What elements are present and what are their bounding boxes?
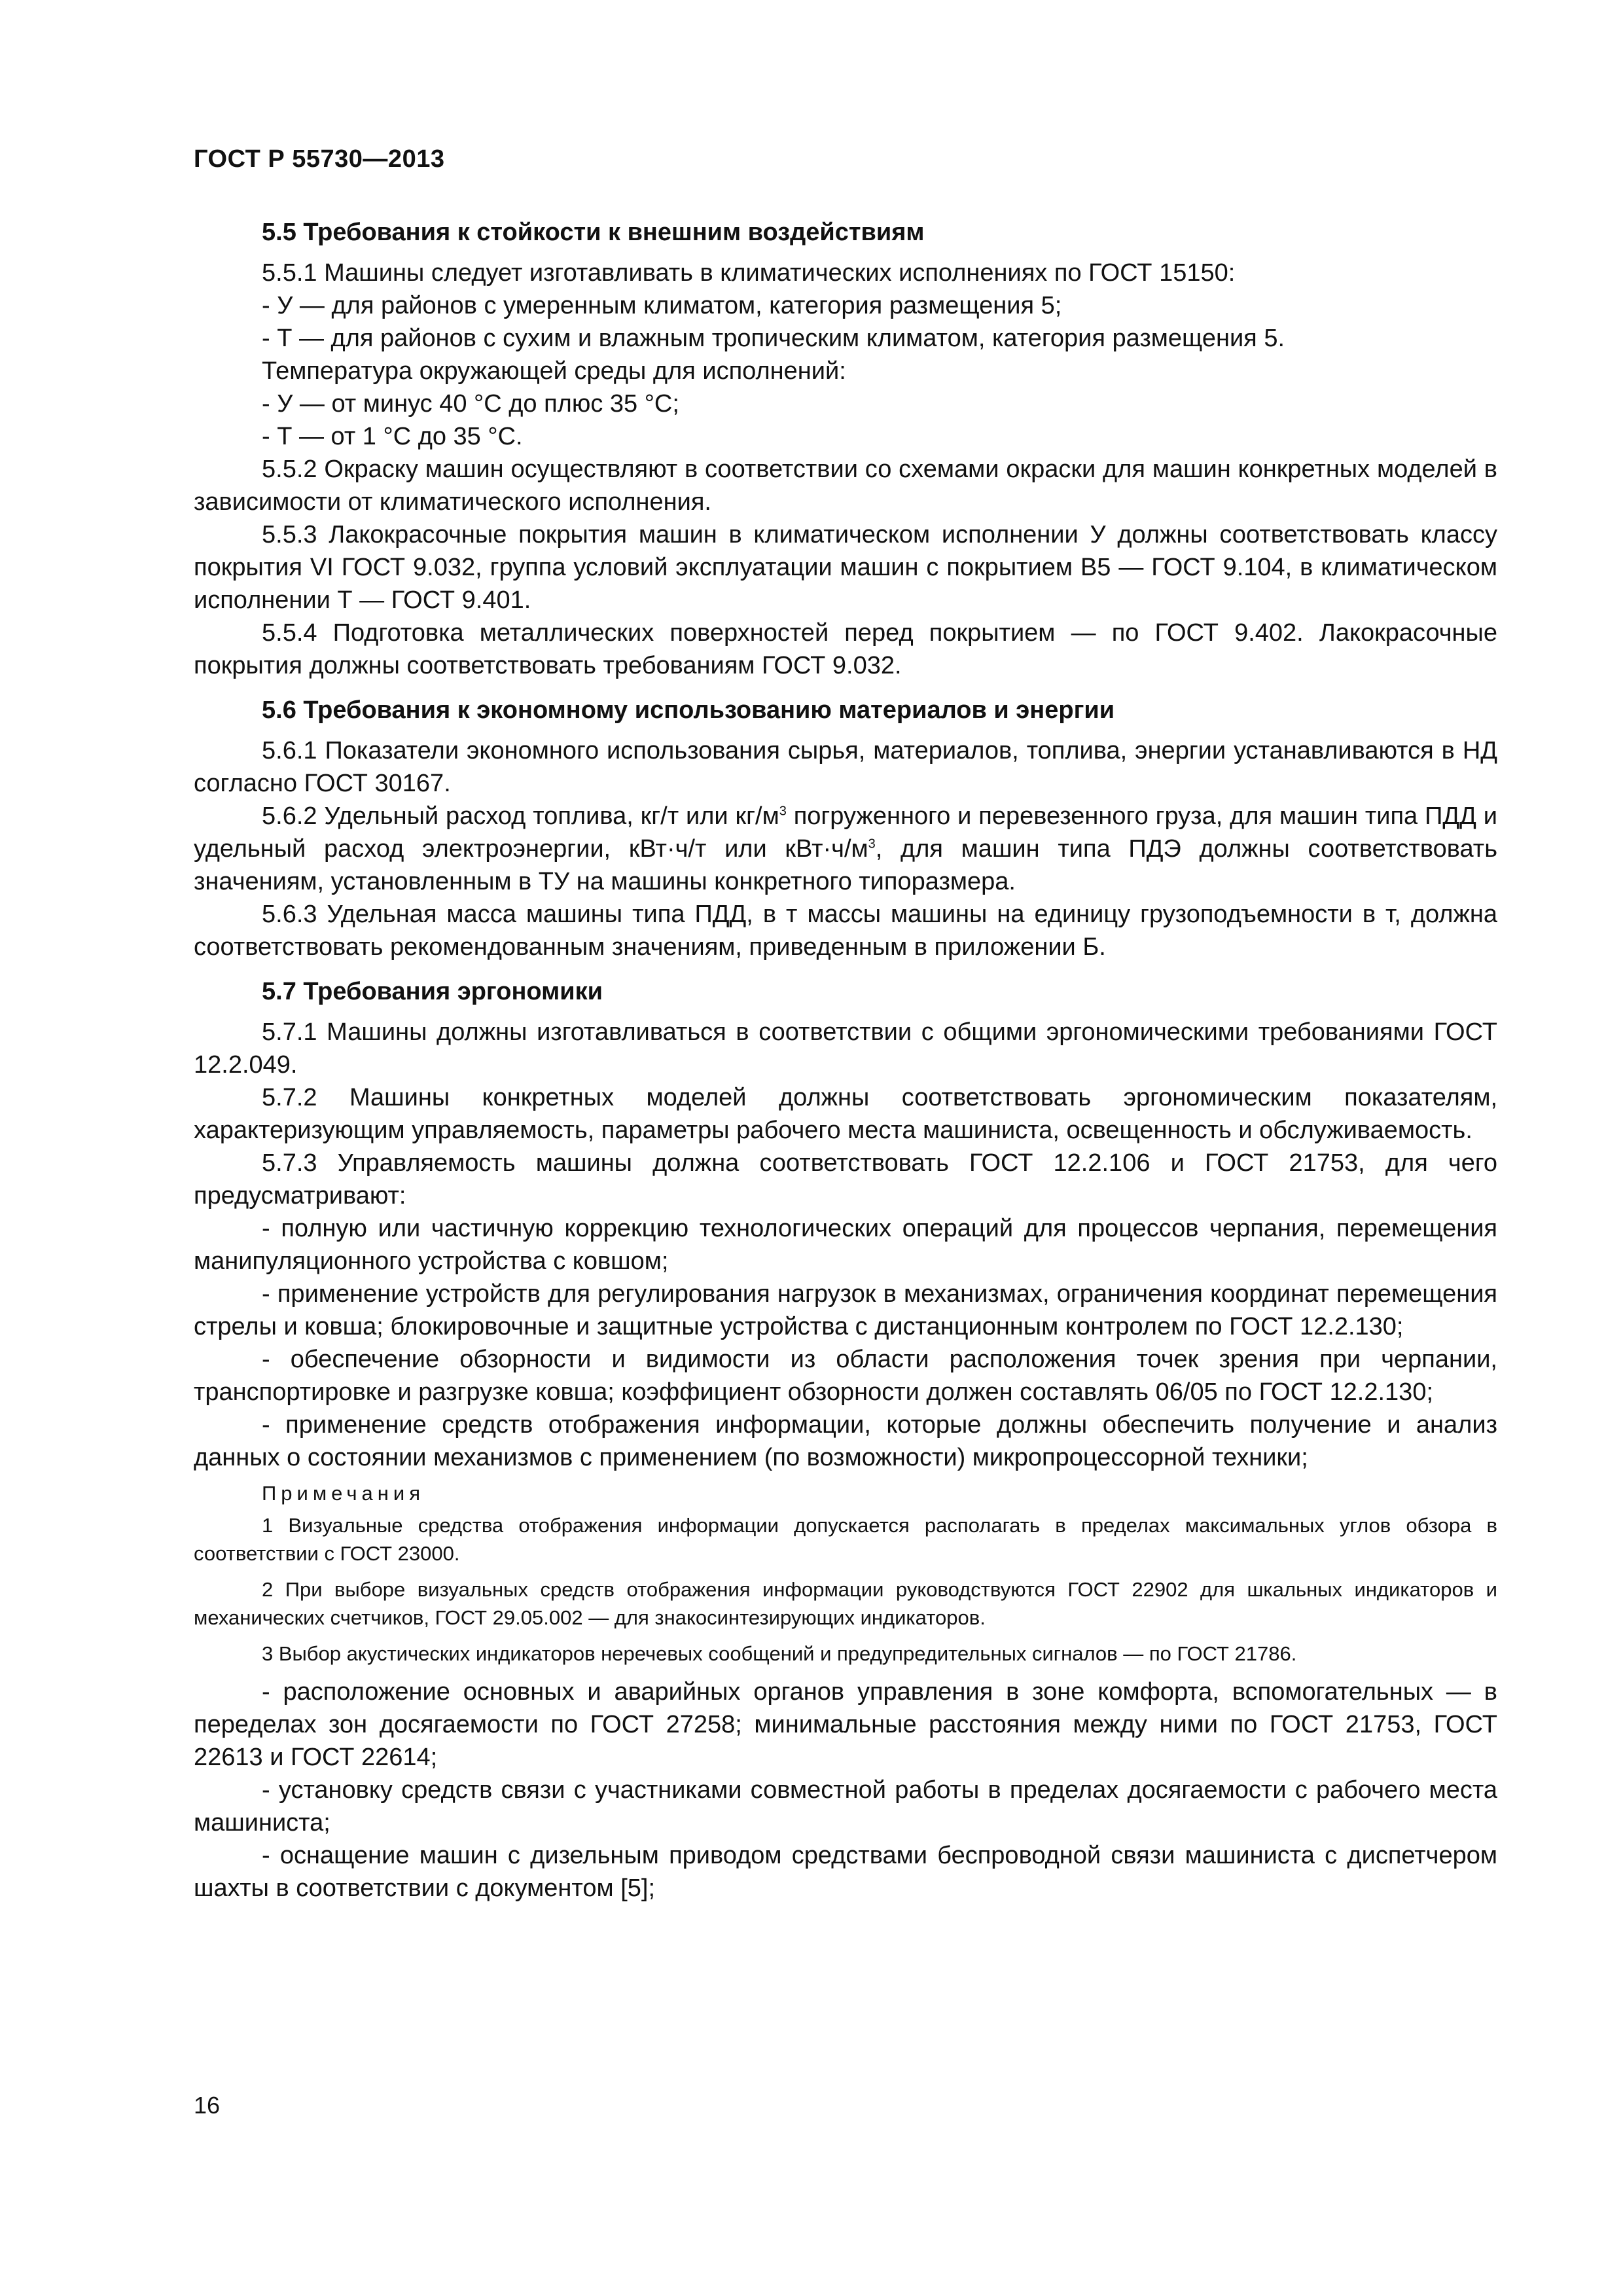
- list-item: - обеспечение обзорности и видимости из области расположения точек зрения при черпании, транспортировке и разгрузке ковша; коэффициент обзорности должен составлять 06/05 по ГОСТ 12.2.130;: [194, 1346, 1497, 1406]
- section-heading-5-5: 5.5 Требования к стойкости к внешним воздействиям: [262, 219, 925, 246]
- section-heading-5-6: 5.6 Требования к экономному использованию материалов и энергии: [262, 696, 1115, 724]
- paragraph-5-5-4: 5.5.4 Подготовка металлических поверхностей перед покрытием — по ГОСТ 9.402. Лакокрасочные покрытия должны соответствовать требованиям ГОСТ 9.032.: [194, 619, 1497, 679]
- paragraph-5-5-1: 5.5.1 Машины следует изготавливать в климатических исполнениях по ГОСТ 15150:: [262, 259, 1236, 287]
- list-continuation: [194, 1676, 1497, 1905]
- paragraph-5-7-1: 5.7.1 Машины должны изготавливаться в соответствии с общими эргономическими требованиями ГОСТ 12.2.049.: [194, 1018, 1497, 1079]
- section-heading-5-7: 5.7 Требования эргономики: [262, 978, 603, 1005]
- note-item: 2 При выборе визуальных средств отображения информации руководствуются ГОСТ 22902 для шкальных индикаторов и механических счетчиков, ГОСТ 29.05.002 — для знакосинтезирующих индикаторов.: [194, 1578, 1497, 1629]
- paragraph-5-6-2: [194, 800, 1497, 898]
- paragraph-5-5-2: 5.5.2 Окраску машин осуществляют в соответствии со схемами окраски для машин конкретных моделей в зависимости от климатического исполнения.: [194, 456, 1497, 516]
- page-number: 16: [194, 2092, 221, 2119]
- paragraph-5-6-2-part-c: погруженного и перевезенного груза, для машин типа ПДД и удельный расход электроэнергии, кВт·ч/т или кВт·ч/м: [194, 802, 1497, 863]
- superscript-cubic-1: 3: [779, 804, 787, 819]
- paragraph-5-7-2: 5.7.2 Машины конкретных моделей должны соответствовать эргономическим показателям, характеризующим управляемость, параметры рабочего места машиниста, освещенность и обслуживаемость.: [194, 1084, 1497, 1144]
- paragraph-5-7-3: 5.7.3 Управляемость машины должна соответствовать ГОСТ 12.2.106 и ГОСТ 21753, для чего предусматривают:: [194, 1149, 1497, 1210]
- note-item: 1 Визуальные средства отображения информации допускается располагать в пределах максимальных углов обзора в соответствии с ГОСТ 23000.: [194, 1514, 1497, 1565]
- notes-block: [194, 1479, 1497, 1668]
- paragraph-5-6-3: 5.6.3 Удельная масса машины типа ПДД, в т массы машины на единицу грузоподъемности в т, должна соответствовать рекомендованным значениям, приведенным в приложении Б.: [194, 901, 1497, 961]
- list-item: - полную или частичную коррекцию технологических операций для процессов черпания, перемещения манипуляционного устройства с ковшом;: [194, 1215, 1497, 1275]
- note-item: 3 Выбор акустических индикаторов неречевых сообщений и предупредительных сигналов — по ГОСТ 21786.: [262, 1642, 1297, 1665]
- paragraph-5-6-2-part-e: , для машин типа ПДЭ должны соответствовать значениям, установленным в ТУ на машины конкретного типоразмера.: [194, 835, 1497, 895]
- list-item-temp-u: - У — от минус 40 °С до плюс 35 °С;: [262, 390, 679, 418]
- list-item: - установку средств связи с участниками совместной работы в пределах досягаемости с рабочего места машиниста;: [194, 1776, 1497, 1837]
- paragraph-5-6-1: 5.6.1 Показатели экономного использования сырья, материалов, топлива, энергии устанавливаются в НД согласно ГОСТ 30167.: [194, 737, 1497, 797]
- list-item-temp-t: - Т — от 1 °С до 35 °С.: [262, 423, 523, 450]
- list-item: - оснащение машин с дизельным приводом средствами беспроводной связи машиниста с диспетчером шахты в соответствии с документом [5];: [194, 1842, 1497, 1902]
- paragraph-5-5-3: 5.5.3 Лакокрасочные покрытия машин в климатическом исполнении У должны соответствовать классу покрытия VI ГОСТ 9.032, группа условий эксплуатации машин с покрытием В5 — ГОСТ 9.104, в климатическом исполнении Т — ГОСТ 9.401.: [194, 521, 1497, 614]
- list-item: - расположение основных и аварийных органов управления в зоне комфорта, вспомогательных — в переделах зон досягаемости по ГОСТ 27258; минимальные расстояния между ними по ГОСТ 21753, ГОСТ 22613 и ГОСТ 22614;: [194, 1678, 1497, 1771]
- list-item-climate-u: - У — для районов с умеренным климатом, категория размещения 5;: [262, 292, 1062, 319]
- list-item: - применение устройств для регулирования нагрузок в механизмах, ограничения координат перемещения стрелы и ковша; блокировочные и защитные устройства с дистанционным контролем по ГОСТ 12.2.130;: [194, 1280, 1497, 1340]
- document-header: ГОСТ Р 55730—2013: [194, 145, 445, 173]
- superscript-cubic-2: 3: [868, 836, 876, 852]
- list-item-climate-t: - Т — для районов с сухим и влажным тропическим климатом, категория размещения 5.: [262, 325, 1285, 352]
- paragraph-temperature-intro: Температура окружающей среды для исполнений:: [262, 357, 846, 385]
- page-content: [194, 216, 1497, 1905]
- notes-title: Примечания: [262, 1482, 425, 1505]
- list-item: - применение средств отображения информации, которые должны обеспечить получение и анализ данных о состоянии механизмов с применением (по возможности) микропроцессорной техники;: [194, 1411, 1497, 1471]
- paragraph-5-6-2-part-a: 5.6.2 Удельный расход топлива, кг/т или кг/м: [262, 802, 779, 830]
